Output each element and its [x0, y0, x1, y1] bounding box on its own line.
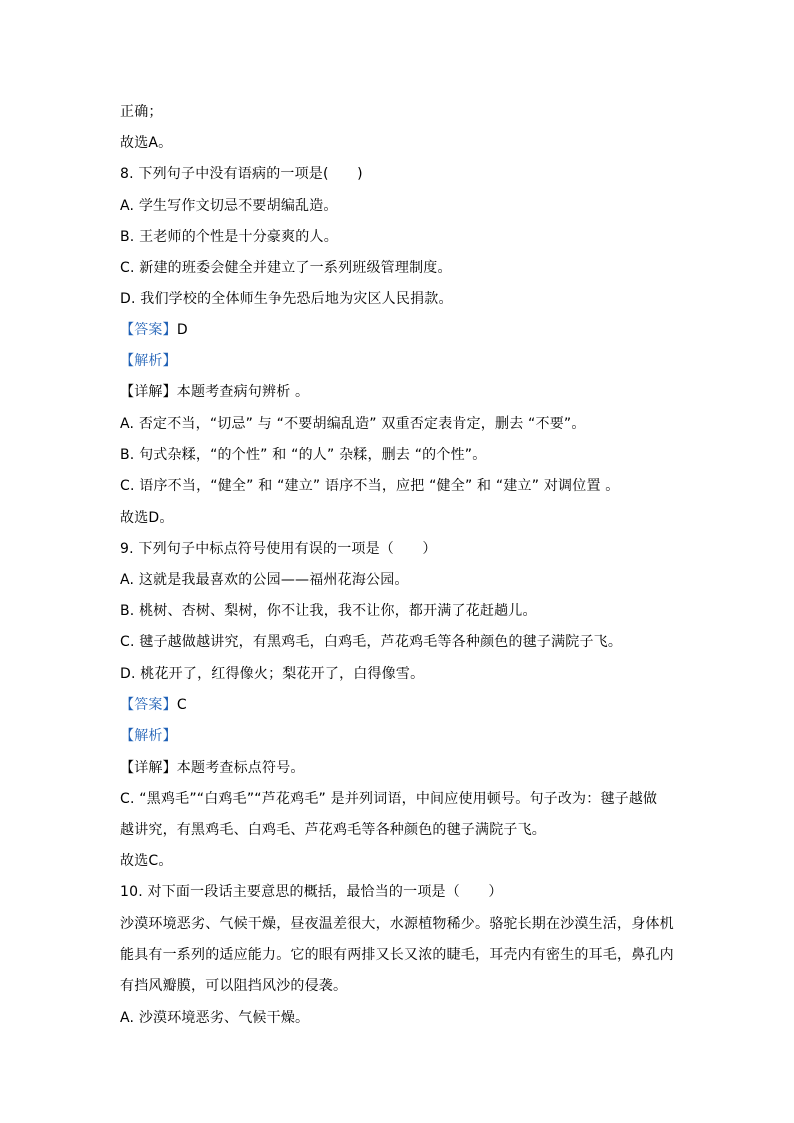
passage-line: 有挡风瓣膜，可以阻挡风沙的侵袭。	[120, 978, 348, 994]
option-d: D. 桃花开了，红得像火；梨花开了，白得像雪。	[120, 666, 425, 682]
analysis-line	[120, 726, 177, 746]
answer-tag: 【答案】	[120, 322, 177, 338]
option-d: D. 我们学校的全体师生争先恐后地为灾区人民捐款。	[120, 291, 453, 307]
question-10: 10. 对下面一段话主要意思的概括，最恰当的一项是（ ）	[120, 884, 503, 900]
text-line: 故选A。	[120, 135, 173, 151]
analysis-line	[120, 351, 177, 371]
option-a: A. 沙漠环境恶劣、气候干燥。	[120, 1010, 310, 1026]
answer-line	[120, 320, 188, 340]
text-line: C. 语序不当，“健全” 和 “建立” 语序不当，应把 “健全” 和 “建立” 对调位置 。	[120, 478, 620, 494]
text-line: 【详解】本题考查标点符号。	[120, 760, 305, 776]
text-line: 越讲究，有黑鸡毛、白鸡毛、芦花鸡毛等各种颜色的毽子满院子飞。	[120, 822, 546, 838]
question-8: 8. 下列句子中没有语病的一项是( )	[120, 166, 363, 182]
text-line: 【详解】本题考查病句辨析 。	[120, 384, 310, 400]
analysis-tag: 【解析】	[120, 353, 177, 369]
option-b: B. 王老师的个性是十分豪爽的人。	[120, 229, 338, 245]
passage-line: 沙漠环境恶劣、气候干燥，昼夜温差很大，水源植物稀少。骆驼长期在沙漠生活，身体机	[120, 916, 674, 932]
answer-line	[120, 695, 187, 715]
option-a: A. 学生写作文切忌不要胡编乱造。	[120, 198, 338, 214]
option-a: A. 这就是我最喜欢的公园——福州花海公园。	[120, 572, 409, 588]
text-line: A. 否定不当，“切忌” 与 “不要胡编乱造” 双重否定表肯定，删去 “不要”。	[120, 416, 586, 432]
question-9: 9. 下列句子中标点符号使用有误的一项是（ ）	[120, 541, 437, 557]
option-c: C. 毽子越做越讲究，有黑鸡毛，白鸡毛，芦花鸡毛等各种颜色的毽子满院子飞。	[120, 634, 623, 650]
text-line: C. “黑鸡毛”“白鸡毛”“芦花鸡毛” 是并列词语，中间应使用顿号。句子改为：毽子越做	[120, 791, 658, 807]
answer-tag: 【答案】	[120, 697, 177, 713]
answer-value: D	[176, 322, 188, 338]
analysis-tag: 【解析】	[120, 728, 177, 744]
text-line: B. 句式杂糅，“的个性” 和 “的人” 杂糅，删去 “的个性”。	[120, 447, 487, 463]
answer-value: C	[176, 697, 187, 713]
text-line: 正确；	[120, 104, 163, 120]
text-line: 故选D。	[120, 510, 174, 526]
option-c: C. 新建的班委会健全并建立了一系列班级管理制度。	[120, 260, 452, 276]
text-line: 故选C。	[120, 853, 173, 869]
passage-line: 能具有一系列的适应能力。它的眼有两排又长又浓的睫毛，耳壳内有密生的耳毛，鼻孔内	[120, 947, 674, 963]
option-b: B. 桃树、杏树、梨树，你不让我，我不让你，都开满了花赶趟儿。	[120, 603, 537, 619]
